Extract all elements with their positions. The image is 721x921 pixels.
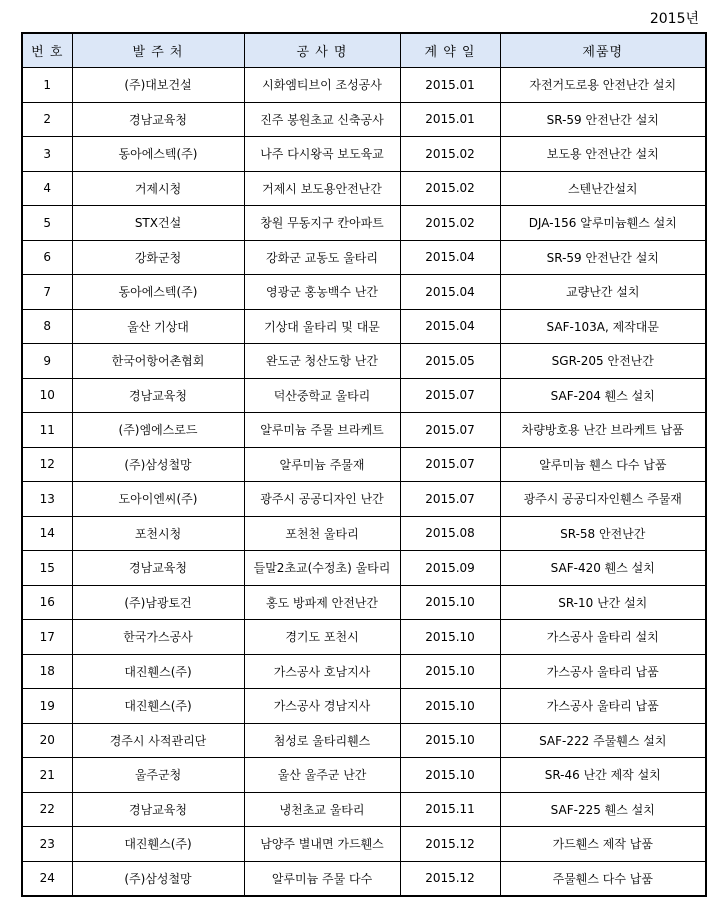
- cell-contract-date: 2015.07: [400, 447, 500, 482]
- table-row: [22, 861, 706, 896]
- table-row: [22, 447, 706, 482]
- cell-product: SAF-420 휀스 설치: [500, 551, 706, 586]
- cell-client: 한국가스공사: [72, 620, 244, 655]
- cell-contract-date: 2015.12: [400, 827, 500, 862]
- table-row: [22, 206, 706, 241]
- cell-product: 차량방호용 난간 브라케트 납품: [500, 413, 706, 448]
- cell-number: 12: [22, 447, 72, 482]
- cell-project: 강화군 교동도 울타리: [244, 240, 400, 275]
- table-row: [22, 68, 706, 103]
- cell-contract-date: 2015.12: [400, 861, 500, 896]
- cell-contract-date: 2015.01: [400, 68, 500, 103]
- cell-contract-date: 2015.10: [400, 723, 500, 758]
- table-row: [22, 309, 706, 344]
- table-row: [22, 585, 706, 620]
- cell-number: 17: [22, 620, 72, 655]
- cell-product: 알루미늄 휀스 다수 납품: [500, 447, 706, 482]
- cell-contract-date: 2015.04: [400, 240, 500, 275]
- cell-number: 21: [22, 758, 72, 793]
- cell-contract-date: 2015.11: [400, 792, 500, 827]
- cell-contract-date: 2015.07: [400, 482, 500, 517]
- contract-table: [21, 32, 707, 897]
- cell-client: 강화군청: [72, 240, 244, 275]
- table-row: [22, 413, 706, 448]
- header-contract-date: 계 약 일: [400, 33, 500, 68]
- cell-client: 울주군청: [72, 758, 244, 793]
- table-row: [22, 654, 706, 689]
- table-row: [22, 689, 706, 724]
- cell-project: 냉천초교 울타리: [244, 792, 400, 827]
- cell-contract-date: 2015.10: [400, 620, 500, 655]
- cell-client: 대진휀스(주): [72, 827, 244, 862]
- cell-project: 진주 봉원초교 신축공사: [244, 102, 400, 137]
- table-row: [22, 240, 706, 275]
- cell-product: SAF-222 주물휀스 설치: [500, 723, 706, 758]
- cell-number: 19: [22, 689, 72, 724]
- cell-project: 알루미늄 주물 브라케트: [244, 413, 400, 448]
- cell-number: 3: [22, 137, 72, 172]
- cell-project: 울산 울주군 난간: [244, 758, 400, 793]
- cell-product: 스텐난간설치: [500, 171, 706, 206]
- cell-product: 가드휀스 제작 납품: [500, 827, 706, 862]
- cell-number: 9: [22, 344, 72, 379]
- cell-client: 대진휀스(주): [72, 654, 244, 689]
- cell-client: 울산 기상대: [72, 309, 244, 344]
- cell-contract-date: 2015.10: [400, 758, 500, 793]
- cell-number: 14: [22, 516, 72, 551]
- cell-contract-date: 2015.02: [400, 171, 500, 206]
- cell-product: SAF-103A, 제작대문: [500, 309, 706, 344]
- cell-contract-date: 2015.02: [400, 137, 500, 172]
- cell-number: 8: [22, 309, 72, 344]
- table-row: [22, 723, 706, 758]
- cell-project: 나주 다시왕곡 보도육교: [244, 137, 400, 172]
- table-row: [22, 551, 706, 586]
- cell-project: 덕산중학교 울타리: [244, 378, 400, 413]
- cell-contract-date: 2015.10: [400, 585, 500, 620]
- cell-number: 15: [22, 551, 72, 586]
- cell-product: SAF-225 휀스 설치: [500, 792, 706, 827]
- cell-project: 영광군 홍농백수 난간: [244, 275, 400, 310]
- cell-product: DJA-156 알루미늄휀스 설치: [500, 206, 706, 241]
- cell-contract-date: 2015.10: [400, 654, 500, 689]
- cell-project: 기상대 울타리 및 대문: [244, 309, 400, 344]
- cell-client: (주)엠에스로드: [72, 413, 244, 448]
- cell-client: (주)삼성철망: [72, 861, 244, 896]
- cell-client: 경남교육청: [72, 551, 244, 586]
- cell-project: 첨성로 울타리휀스: [244, 723, 400, 758]
- cell-client: STX건설: [72, 206, 244, 241]
- cell-number: 24: [22, 861, 72, 896]
- cell-project: 알루미늄 주물 다수: [244, 861, 400, 896]
- cell-client: 경주시 사적관리단: [72, 723, 244, 758]
- cell-client: 동아에스텍(주): [72, 275, 244, 310]
- cell-product: 가스공사 울타리 납품: [500, 689, 706, 724]
- cell-number: 6: [22, 240, 72, 275]
- cell-product: 자전거도로용 안전난간 설치: [500, 68, 706, 103]
- cell-contract-date: 2015.04: [400, 275, 500, 310]
- cell-project: 시화엠티브이 조성공사: [244, 68, 400, 103]
- cell-product: 가스공사 울타리 납품: [500, 654, 706, 689]
- cell-project: 가스공사 호남지사: [244, 654, 400, 689]
- table-row: [22, 344, 706, 379]
- year-label: 2015년: [649, 11, 699, 27]
- table-row: [22, 482, 706, 517]
- cell-product: 가스공사 울타리 설치: [500, 620, 706, 655]
- cell-number: 16: [22, 585, 72, 620]
- cell-number: 5: [22, 206, 72, 241]
- cell-contract-date: 2015.01: [400, 102, 500, 137]
- cell-product: 광주시 공공디자인휀스 주물재: [500, 482, 706, 517]
- table-row: [22, 171, 706, 206]
- cell-client: 거제시청: [72, 171, 244, 206]
- cell-number: 13: [22, 482, 72, 517]
- cell-contract-date: 2015.07: [400, 378, 500, 413]
- table-row: [22, 827, 706, 862]
- cell-client: 경남교육청: [72, 792, 244, 827]
- cell-product: SAF-204 휀스 설치: [500, 378, 706, 413]
- cell-client: (주)삼성철망: [72, 447, 244, 482]
- cell-client: (주)남광토건: [72, 585, 244, 620]
- cell-project: 가스공사 경남지사: [244, 689, 400, 724]
- cell-client: 대진휀스(주): [72, 689, 244, 724]
- cell-contract-date: 2015.05: [400, 344, 500, 379]
- cell-number: 22: [22, 792, 72, 827]
- header-project: 공 사 명: [244, 33, 400, 68]
- cell-product: 주물휀스 다수 납품: [500, 861, 706, 896]
- cell-product: SR-59 안전난간 설치: [500, 102, 706, 137]
- cell-product: SR-59 안전난간 설치: [500, 240, 706, 275]
- header-client: 발 주 처: [72, 33, 244, 68]
- cell-project: 광주시 공공디자인 난간: [244, 482, 400, 517]
- table-row: [22, 792, 706, 827]
- cell-client: 경남교육청: [72, 102, 244, 137]
- cell-client: 도아이엔씨(주): [72, 482, 244, 517]
- cell-project: 남양주 별내면 가드휀스: [244, 827, 400, 862]
- cell-number: 4: [22, 171, 72, 206]
- cell-project: 포천천 울타리: [244, 516, 400, 551]
- table-row: [22, 378, 706, 413]
- cell-product: 보도용 안전난간 설치: [500, 137, 706, 172]
- cell-number: 18: [22, 654, 72, 689]
- cell-client: 포천시청: [72, 516, 244, 551]
- cell-project: 거제시 보도용안전난간: [244, 171, 400, 206]
- cell-project: 경기도 포천시: [244, 620, 400, 655]
- cell-number: 7: [22, 275, 72, 310]
- cell-contract-date: 2015.09: [400, 551, 500, 586]
- cell-product: SGR-205 안전난간: [500, 344, 706, 379]
- header-row: [22, 33, 706, 68]
- table-row: [22, 102, 706, 137]
- cell-product: 교량난간 설치: [500, 275, 706, 310]
- cell-number: 23: [22, 827, 72, 862]
- cell-number: 10: [22, 378, 72, 413]
- cell-contract-date: 2015.08: [400, 516, 500, 551]
- table-row: [22, 275, 706, 310]
- cell-number: 1: [22, 68, 72, 103]
- table-row: [22, 516, 706, 551]
- cell-number: 20: [22, 723, 72, 758]
- table-body: [22, 68, 706, 897]
- cell-project: 완도군 청산도항 난간: [244, 344, 400, 379]
- cell-number: 2: [22, 102, 72, 137]
- cell-project: 홍도 방파제 안전난간: [244, 585, 400, 620]
- cell-product: SR-10 난간 설치: [500, 585, 706, 620]
- cell-product: SR-46 난간 제작 설치: [500, 758, 706, 793]
- header-product: 제품명: [500, 33, 706, 68]
- cell-client: 경남교육청: [72, 378, 244, 413]
- cell-client: 한국어항어촌협회: [72, 344, 244, 379]
- table-row: [22, 758, 706, 793]
- header-number: 번 호: [22, 33, 72, 68]
- cell-contract-date: 2015.10: [400, 689, 500, 724]
- table-row: [22, 620, 706, 655]
- cell-contract-date: 2015.04: [400, 309, 500, 344]
- cell-contract-date: 2015.02: [400, 206, 500, 241]
- cell-project: 들말2초교(수정초) 울타리: [244, 551, 400, 586]
- table-row: [22, 137, 706, 172]
- cell-project: 창원 무동지구 칸아파트: [244, 206, 400, 241]
- cell-project: 알루미늄 주물재: [244, 447, 400, 482]
- cell-client: 동아에스텍(주): [72, 137, 244, 172]
- cell-product: SR-58 안전난간: [500, 516, 706, 551]
- cell-client: (주)대보건설: [72, 68, 244, 103]
- cell-number: 11: [22, 413, 72, 448]
- cell-contract-date: 2015.07: [400, 413, 500, 448]
